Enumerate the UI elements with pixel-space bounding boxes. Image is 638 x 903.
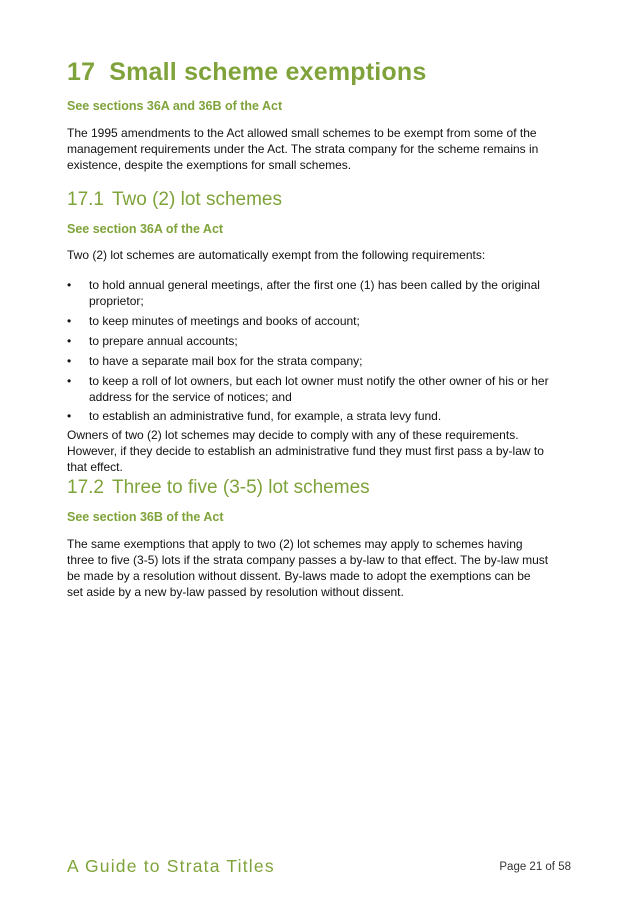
list-item [67, 408, 549, 424]
subsection-2-heading [67, 477, 370, 499]
list-item [67, 373, 549, 405]
subsection-2-title: Three to five (3-5) lot schemes [111, 477, 370, 498]
bullet-glyph: • [67, 354, 72, 368]
subsection-1-number: 17.1 [67, 189, 104, 210]
list-item [67, 313, 549, 329]
list-item [67, 353, 549, 369]
list-item [67, 277, 549, 309]
subsection-2-reference: See section 36B of the Act [67, 510, 224, 524]
bullet-glyph: • [67, 314, 72, 328]
bullet-glyph: • [67, 278, 72, 292]
section-reference: See sections 36A and 36B of the Act [67, 99, 283, 113]
subsection-1-heading [67, 189, 282, 211]
list-item-text: to keep a roll of lot owners, but each lot owner must notify the other owner of his or her address for the service of notices; and [89, 374, 549, 404]
list-item-text: to establish an administrative fund, for example, a strata levy fund. [89, 409, 442, 423]
list-item-text: to keep minutes of meetings and books of account; [89, 314, 360, 328]
subsection-1-title: Two (2) lot schemes [111, 189, 282, 210]
bullet-glyph: • [67, 374, 72, 388]
section-number: 17 [67, 58, 96, 86]
subsection-2-number: 17.2 [67, 477, 104, 498]
section-title: Small scheme exemptions [109, 58, 427, 86]
subsection-1-intro: Two (2) lot schemes are automatically exempt from the following requirements: [67, 248, 486, 262]
list-item [67, 333, 549, 349]
subsection-1-reference: See section 36A of the Act [67, 222, 224, 236]
list-item-text: to prepare annual accounts; [89, 334, 238, 348]
list-item-text: to hold annual general meetings, after the first one (1) has been called by the original proprietor; [89, 278, 540, 308]
list-item-text: to have a separate mail box for the strata company; [89, 354, 363, 368]
footer-page-number: Page 21 of 58 [499, 861, 571, 873]
section-intro-paragraph: The 1995 amendments to the Act allowed small schemes to be exempt from some of the management requirements under the Act. The strata company for the scheme remains in existence, despite the exemptions for small schemes. [67, 126, 539, 172]
bullet-glyph: • [67, 334, 72, 348]
section-heading [67, 58, 426, 87]
subsection-2-body: The same exemptions that apply to two (2) lot schemes may apply to schemes having three to five (3-5) lots if the strata company passes a by-law to that effect. The by-law must be made by a resolution without dissent. By-laws made to adopt the exemptions can be set aside by a new by-law passed by resolution without dissent. [67, 537, 549, 599]
bullet-glyph: • [67, 409, 72, 423]
footer-document-title: A Guide to Strata Titles [67, 856, 275, 876]
subsection-1-outro: Owners of two (2) lot schemes may decide to comply with any of these requirements. However, if they decide to establish an administrative fund they must first pass a by-law to that effect. [67, 428, 544, 474]
